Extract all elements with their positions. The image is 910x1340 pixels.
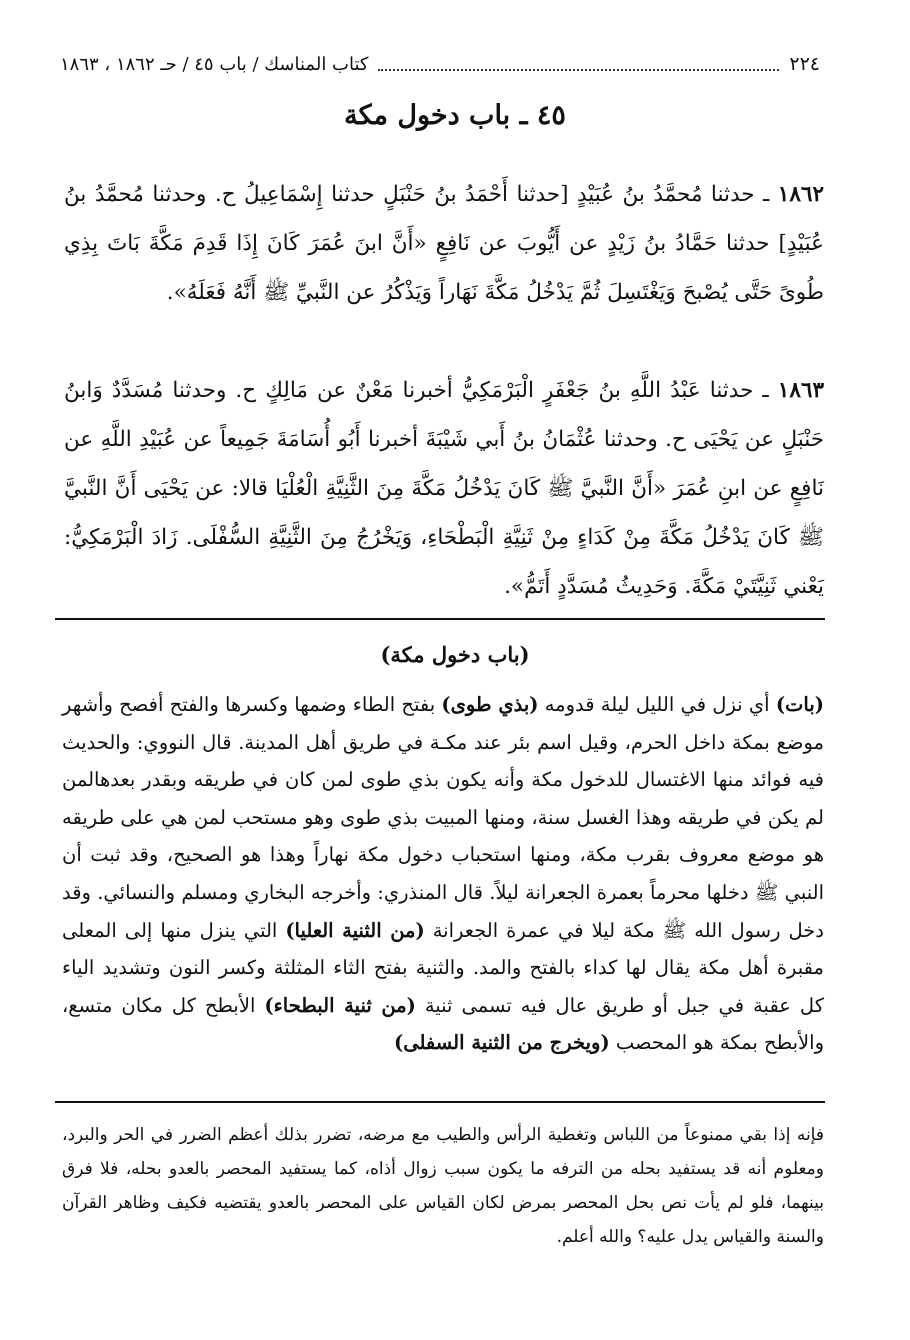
hadith-1862 [64, 170, 824, 317]
footnote: فإنه إذا بقي ممنوعاً من اللباس وتغطية الرأس والطيب مع مرضه، تضرر بذلك أعظم الضرر في الحر والبرد، ومعلوم أنه قد يستفيد بحله من الترفه ما يكون سبب زوال أذاه، كما يستفيد المحصر بالعدو بحله، فلا فرق بينهما، فلو لم يأت نص بحل المحصر بمرض لكان القياس على المحصر بالعدو يقتضيه فكيف وظاهر القرآن والسنة والقياس يدل عليه؟ والله أعلم. [62, 1125, 824, 1247]
commentary-text: التي ينزل منها إلى المعلى مقبرة أهل مكة يقال لها كداء بالفتح والمد. والثنية بفتح الثاء المثلثة وكسر النون وتشديد الياء كل عقبة في جبل أو طريق عال فيه تسمى ثنية [62, 918, 824, 1017]
commentary-text: بفتح الطاء وضمها وكسرها والفتح أفصح وأشهر موضع بمكة داخل الحرم، وقيل اسم بئر عند مكـة في طريق أهل المدينة. قال النووي: والحديث فيه فوائد منها الاغتسال للدخول مكة وأنه يكون بذي طوى لمن كان في طريقه وبقدر بعدهالمن لم يكن في طريقه وهذا الغسل سنة، ومنها المبيت بذي طوى وهو مستحب لمن هي على طريقه هو موضع معروف بقرب مكة، ومنها استحباب دخول مكة نهاراً وهذا هو الصحيح، وقد ثبت أن النبي ﷺ دخلها محرماً بعمرة الجعرانة ليلاً. قال المنذري: وأخرجه البخاري ومسلم والنسائي. وقد دخل رسول الله ﷺ مكة ليلا في عمرة الجعرانة [62, 693, 824, 942]
commentary-text: الأبطح كل مكان متسع، والأبطح بمكة هو المحصب [62, 993, 824, 1055]
hadith-number: ١٨٦٣ [777, 378, 824, 403]
commentary-text: أي نزل في الليل ليلة قدومه [538, 693, 776, 716]
commentary-title: (باب دخول مكة) [380, 642, 530, 667]
header-dot-leader [378, 57, 779, 71]
page-number: ٢٢٤ [789, 53, 820, 75]
commentary-lemma: (من ثنية البطحاء) [264, 993, 416, 1017]
chapter-title: ٤٥ ـ باب دخول مكة [344, 100, 566, 131]
commentary-lemma: (بذي طوى) [441, 693, 539, 716]
commentary-lemma: (بات) [775, 693, 824, 716]
running-title: كتاب المناسك / باب ٤٥ / حـ ١٨٦٢ ، ١٨٦٣ [60, 53, 369, 75]
hadith-1863 [64, 366, 824, 611]
commentary-lemma: (من الثنية العليا) [285, 918, 425, 942]
hadith-text: ـ حدثنا مُحمَّدُ بنُ عُبَيْدٍ [حدثنا أَحْمَدُ بنُ حَنْبَلٍ حدثنا إِسْمَاعِيلُ ح. وحدثنا مُحمَّدُ بنُ عُبَيْدٍ] حدثنا حَمَّادُ بنُ زَيْدٍ عن أَيُّوبَ عن نَافِعٍ «أَنَّ ابنَ عُمَرَ كَانَ إِذَا قَدِمَ مَكَّةَ بَاتَ بِذِي طُوىً حَتَّى يُصْبحَ وَيَغْتَسِلَ ثُمَّ يَدْخُلُ مَكَّةَ نَهَاراً وَيَذْكُرُ عن النَّبيِّ ﷺ أَنَّهُ فَعَلَهُ». [64, 182, 824, 305]
footnote-divider [55, 1101, 825, 1103]
hadith-number: ١٨٦٢ [777, 182, 824, 207]
running-header [60, 50, 820, 78]
commentary-body [62, 686, 824, 1062]
commentary-lemma: (ويخرج من الثنية السفلى) [393, 1031, 610, 1055]
hadith-text: ـ حدثنا عَبْدُ اللَّهِ بنُ جَعْفَرٍ الْبَرْمَكِيُّ أخبرنا مَعْنٌ عن مَالِكٍ ح. وحدثنا مُسَدَّدٌ وَابنُ حَنْبَلٍ عن يَحْيَى ح. وحدثنا عُثْمَانُ بنُ أَبي شَيْبَةَ أخبرنا أَبُو أُسَامَةَ جَمِيعاً عن عُبَيْدِ اللَّهِ عن نَافِعٍ عن ابنِ عُمَرَ «أَنَّ النَّبيَّ ﷺ كَانَ يَدْخُلُ مَكَّةَ مِنَ الثَّنِيَّةِ الْعُلْيَا قالا: عن يَحْيَى أَنَّ النَّبيَّ ﷺ كَانَ يَدْخُلُ مَكَّةَ مِنْ كَدَاءٍ مِنْ ثَنِيَّةِ الْبَطْحَاءِ، وَيَخْرُجُ مِنَ الثَّنِيَّةِ السُّفْلَى. زَادَ الْبَرْمَكِيُّ: يَعْني ثَنِيَّتَيْ مَكَّةَ. وَحَدِيثُ مُسَدَّدٍ أَتَمُّ». [64, 378, 824, 599]
text-commentary-divider [55, 618, 825, 620]
